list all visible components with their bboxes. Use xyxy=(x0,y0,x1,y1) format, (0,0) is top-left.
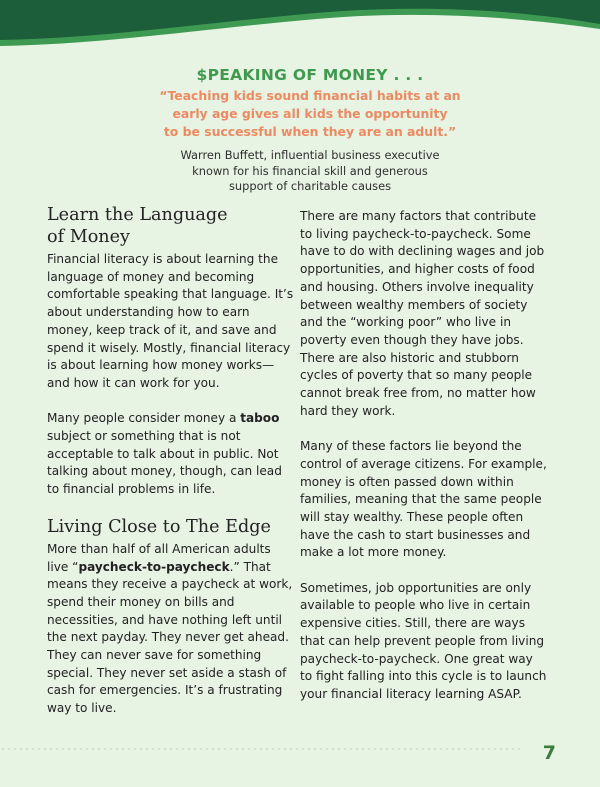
paragraph-financial-literacy: Financial literacy is about learning the language of money and becoming comfortable speaking that language. It’s about understanding how to earn money, keep track of it, and save and spend it wisely. Mostly, financial literacy is about learning how money works—and how it can work for you. xyxy=(47,252,294,390)
quote-line: early age gives all kids the opportunity xyxy=(172,106,448,121)
paragraph-taboo xyxy=(47,410,295,499)
attribution-line: Warren Buffett, influential business executive xyxy=(180,148,440,162)
paragraph-factors: There are many factors that contribute to living paycheck-to-paycheck. Some have to do with declining wages and job opportunities, and higher costs of food and housing. Others involve inequality between wealthy members of society and the “working poor” who live in poverty even though they have jobs. There are also historic and stubborn cycles of poverty that so many people cannot break free from, no matter how hard they work. xyxy=(300,209,545,418)
left-column xyxy=(47,204,295,718)
section-heading-learn-language xyxy=(47,204,295,248)
text-span: .” That means they receive a paycheck at work, spend their money on bills and necessities, and have nothing left until the next payday. They never get ahead. They can never save for something special. They never set aside a stash of cash for emergencies. It’s a frustrating way to live. xyxy=(47,559,293,716)
section-heading-living-edge: Living Close to The Edge xyxy=(47,516,271,537)
paragraph-job-opportunities: Sometimes, job opportunities are only available to people who live in certain expensive cities. Still, there are ways that can help prevent people from living paycheck-to-paycheck. One great way to fight falling into this cycle is to launch your financial literacy learning ASAP. xyxy=(300,580,547,701)
right-column xyxy=(300,208,547,704)
quote-line: to be successful when they are an adult.” xyxy=(163,124,457,139)
text-span: Many people consider money a xyxy=(47,411,241,426)
paragraph-beyond-control: Many of these factors lie beyond the control of average citizens. For example, money is often passed down within families, meaning that the same people will stay wealthy. These people often have the cash to start businesses and make a lot more money. xyxy=(300,439,547,560)
quote-text xyxy=(150,87,470,141)
heading-line: of Money xyxy=(47,227,130,247)
header-wave-decoration xyxy=(0,0,600,60)
footer-dotted-line xyxy=(0,747,520,751)
callout-title: $PEAKING OF MONEY . . . xyxy=(196,66,424,84)
heading-line: Learn the Language xyxy=(47,205,228,225)
glossary-term-taboo: taboo xyxy=(240,411,280,426)
attribution-line: known for his financial skill and generous xyxy=(192,163,428,178)
page-number: 7 xyxy=(542,742,556,764)
paragraph-paycheck xyxy=(47,541,295,718)
text-span: subject or something that is not acceptable to talk about in public. Not talking about money, though, can lead to financial problems in life. xyxy=(47,429,282,497)
quote-line: “Teaching kids sound financial habits at an xyxy=(159,88,461,103)
quote-callout xyxy=(150,66,470,195)
attribution-line: support of charitable causes xyxy=(228,179,392,193)
glossary-term-paycheck: paycheck-to-paycheck xyxy=(78,559,230,574)
quote-attribution xyxy=(150,148,470,195)
text-span: More than half of all American adults live “ xyxy=(47,541,271,574)
